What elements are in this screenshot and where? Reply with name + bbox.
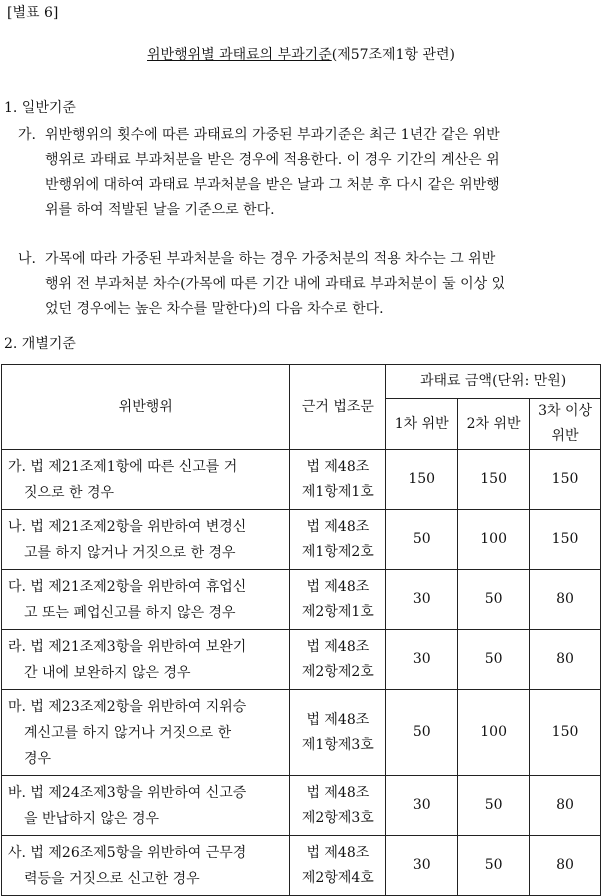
violation-line: 바. 법 제24조제3항을 위반하여 신고증 — [8, 784, 247, 801]
header-amount: 과태료 금액(단위: 만원) — [386, 365, 601, 399]
law-cell — [290, 510, 386, 570]
amount-second: 50 — [458, 630, 530, 690]
amount-second: 50 — [458, 776, 530, 836]
violation-line: 고 또는 폐업신고를 하지 않은 경우 — [24, 604, 236, 621]
penalty-table — [1, 364, 601, 896]
law-line: 제1항제3호 — [301, 736, 374, 753]
law-cell — [290, 836, 386, 896]
amount-third: 150 — [530, 510, 601, 570]
header-violation: 위반행위 — [2, 365, 290, 450]
header-law: 근거 법조문 — [290, 365, 386, 450]
document-title — [0, 44, 602, 64]
section-1-heading: 1. 일반기준 — [4, 100, 76, 116]
amount-third: 150 — [530, 690, 601, 776]
violation-line: 짓으로 한 경우 — [24, 484, 115, 501]
law-line: 법 제48조 — [306, 844, 370, 861]
violation-cell — [2, 570, 290, 630]
violation-line: 력등을 거짓으로 신고한 경우 — [24, 870, 200, 887]
table-row — [2, 836, 601, 896]
amount-third: 80 — [530, 836, 601, 896]
law-line: 제1항제1호 — [301, 483, 374, 500]
amount-first: 30 — [386, 630, 458, 690]
amount-second: 50 — [458, 570, 530, 630]
amount-first: 150 — [386, 450, 458, 510]
law-cell — [290, 450, 386, 510]
law-line: 제2항제1호 — [301, 603, 374, 620]
amount-second: 50 — [458, 836, 530, 896]
amount-third: 80 — [530, 630, 601, 690]
item-line: 위를 하여 적발된 날을 기준으로 한다. — [45, 202, 275, 218]
table-row — [2, 776, 601, 836]
header-third-line1: 3차 이상 — [538, 403, 592, 419]
law-line: 제2항제3호 — [301, 809, 374, 826]
violation-line: 가. 법 제21조제1항에 따른 신고를 거 — [8, 458, 238, 475]
item-label: 가. — [18, 127, 36, 143]
violation-cell — [2, 510, 290, 570]
header-second: 2차 위반 — [458, 399, 530, 450]
law-cell — [290, 776, 386, 836]
amount-third: 80 — [530, 776, 601, 836]
item-line: 행위 전 부과처분 차수(가목에 따른 기간 내에 과태료 부과처분이 둘 이상 있 — [45, 276, 506, 292]
law-cell — [290, 690, 386, 776]
table-row — [2, 630, 601, 690]
violation-line: 다. 법 제21조제2항을 위반하여 휴업신 — [8, 578, 247, 595]
table-row — [2, 570, 601, 630]
violation-line: 경우 — [24, 750, 52, 767]
amount-first: 30 — [386, 570, 458, 630]
law-line: 제2항제4호 — [301, 869, 374, 886]
law-cell — [290, 630, 386, 690]
law-line: 법 제48조 — [306, 518, 370, 535]
violation-line: 고를 하지 않거나 거짓으로 한 경우 — [24, 544, 236, 561]
law-line: 법 제48조 — [306, 578, 370, 595]
violation-line: 라. 법 제21조제3항을 위반하여 보완기 — [8, 638, 247, 655]
violation-cell — [2, 690, 290, 776]
section-2-heading: 2. 개별기준 — [4, 336, 76, 352]
item-line: 반행위에 대하여 과태료 부과처분을 받은 날과 그 처분 후 다시 같은 위반행 — [45, 177, 500, 193]
annex-tag: [별표 6] — [7, 5, 59, 21]
violation-line: 마. 법 제23조제2항을 위반하여 지위승 — [8, 698, 247, 715]
law-line: 법 제48조 — [306, 711, 370, 728]
title-main: 위반행위별 과태료의 부과기준 — [147, 47, 332, 63]
law-cell — [290, 570, 386, 630]
amount-second: 100 — [458, 690, 530, 776]
violation-line: 나. 법 제21조제2항을 위반하여 변경신 — [8, 518, 247, 535]
law-line: 법 제48조 — [306, 458, 370, 475]
amount-first: 30 — [386, 776, 458, 836]
amount-first: 50 — [386, 690, 458, 776]
table-row — [2, 510, 601, 570]
violation-line: 사. 법 제26조제5항을 위반하여 근무경 — [8, 844, 247, 861]
violation-line: 을 반납하지 않은 경우 — [24, 810, 160, 827]
header-third-line2: 위반 — [551, 428, 579, 444]
law-line: 제2항제2호 — [301, 663, 374, 680]
item-line: 행위로 과태료 부과처분을 받은 경우에 적용한다. 이 경우 기간의 계산은 위 — [45, 152, 500, 168]
item-line: 었던 경우에는 높은 차수를 말한다)의 다음 차수로 한다. — [45, 301, 384, 317]
amount-first: 50 — [386, 510, 458, 570]
amount-second: 150 — [458, 450, 530, 510]
amount-first: 30 — [386, 836, 458, 896]
law-line: 제1항제2호 — [301, 543, 374, 560]
law-line: 법 제48조 — [306, 784, 370, 801]
violation-line: 간 내에 보완하지 않은 경우 — [24, 664, 191, 681]
header-third — [530, 399, 601, 450]
header-first: 1차 위반 — [386, 399, 458, 450]
amount-third: 80 — [530, 570, 601, 630]
title-suffix: (제57조제1항 관련) — [331, 47, 455, 63]
violation-cell — [2, 776, 290, 836]
amount-second: 100 — [458, 510, 530, 570]
item-line: 가목에 따라 가중된 부과처분을 하는 경우 가중처분의 적용 차수는 그 위반 — [45, 251, 496, 267]
item-label: 나. — [18, 251, 36, 267]
amount-third: 150 — [530, 450, 601, 510]
violation-cell — [2, 450, 290, 510]
item-line: 위반행위의 횟수에 따른 과태료의 가중된 부과기준은 최근 1년간 같은 위반 — [45, 127, 500, 143]
law-line: 법 제48조 — [306, 638, 370, 655]
violation-cell — [2, 836, 290, 896]
table-row — [2, 450, 601, 510]
violation-cell — [2, 630, 290, 690]
violation-line: 계신고를 하지 않거나 거짓으로 한 — [24, 724, 232, 741]
table-row — [2, 690, 601, 776]
